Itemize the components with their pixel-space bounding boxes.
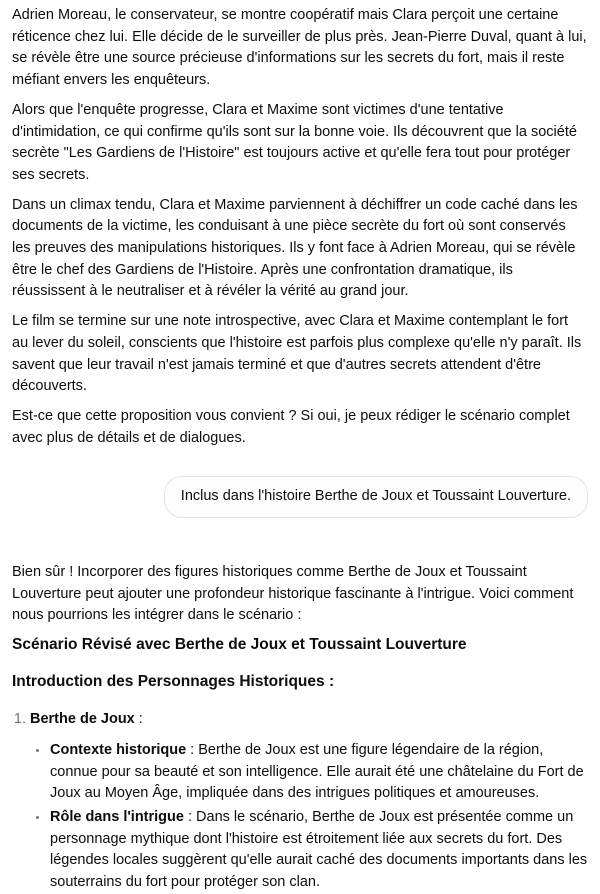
assistant-message-1 xyxy=(12,5,588,449)
user-message-row xyxy=(12,476,588,518)
assistant-paragraph: Le film se termine sur une note introspective, avec Clara et Maxime contemplant le fort au lever du soleil, conscients que l'histoire est parfois plus complexe qu'elle n'y paraît. Ils savent que leur travail n'est jamais terminé et que d'autres secrets attendent d'être découverts. xyxy=(12,313,582,395)
personnages-numbered-list xyxy=(12,709,588,894)
list-item-berthe-de-joux xyxy=(30,709,588,894)
bullet-role-dans-intrigue xyxy=(49,807,588,894)
assistant-paragraph: Dans un climax tendu, Clara et Maxime parviennent à déchiffrer un code caché dans les documents de la victime, les conduisant à une pièce secrète du fort où sont conservés les preuves des manipulations historiques. Ils y font face à Adrien Moreau, qui se révèle être le chef des Gardiens de l'Histoire. Après une confrontation dramatique, ils réussissent à le neutraliser et à révéler la vérité au grand jour. xyxy=(12,196,578,300)
bullet-text: : Dans le scénario, Berthe de Joux est présentée comme un personnage mythique dont l'histoire est étroitement liée aux secrets du fort. Des légendes locales suggèrent qu'elle aurait caché des documents importants dans les souterrains du fort pour protéger son clan. xyxy=(50,808,588,891)
bullet-label: Rôle dans l'intrigue xyxy=(50,808,184,825)
heading-introduction-personnages: Introduction des Personnages Historiques : xyxy=(12,673,335,691)
bullet-text: : Berthe de Joux est une figure légendaire de la région, connue pour sa beauté et son intelligence. Elle aurait été une châtelaine du Fort de Joux au Moyen Âge, impliquée dans des intrigues politiques et amoureuses. xyxy=(50,741,584,802)
heading-scenario-revise: Scénario Révisé avec Berthe de Joux et Toussaint Louverture xyxy=(12,636,467,654)
list-item-title: Berthe de Joux xyxy=(30,711,135,728)
list-item-title-suffix: : xyxy=(134,711,143,728)
bullet-contexte-historique xyxy=(49,740,588,805)
assistant-paragraph: Est-ce que cette proposition vous convient ? Si oui, je peux rédiger le scénario complet avec plus de détails et de dialogues. xyxy=(12,407,570,446)
assistant-message-2 xyxy=(12,562,588,894)
assistant-paragraph: Alors que l'enquête progresse, Clara et Maxime sont victimes d'une tentative d'intimidation, ce qui confirme qu'ils sont sur la bonne voie. Ils découvrent que la société secrète "Les Gardiens de l'Histoire" est toujours active et qu'elle fera tout pour protéger ses secrets. xyxy=(12,101,577,183)
berthe-bullet-list xyxy=(30,740,588,894)
bullet-label: Contexte historique xyxy=(50,741,187,758)
user-message-bubble xyxy=(164,476,588,518)
assistant-paragraph: Bien sûr ! Incorporer des figures historiques comme Berthe de Joux et Toussaint Louverture peut ajouter une profondeur historique fascinante à l'intrigue. Voici comment nous pourrions les intégrer dans le scénario : xyxy=(12,564,574,624)
assistant-paragraph: Adrien Moreau, le conservateur, se montre coopératif mais Clara perçoit une certaine réticence chez lui. Elle décide de le surveiller de plus près. Jean-Pierre Duval, quant à lui, se révèle être une source précieuse d'informations sur les secrets du fort, mais il reste méfiant envers les enquêteurs. xyxy=(12,7,587,89)
user-message-text: Inclus dans l'histoire Berthe de Joux et Toussaint Louverture. xyxy=(180,488,571,505)
